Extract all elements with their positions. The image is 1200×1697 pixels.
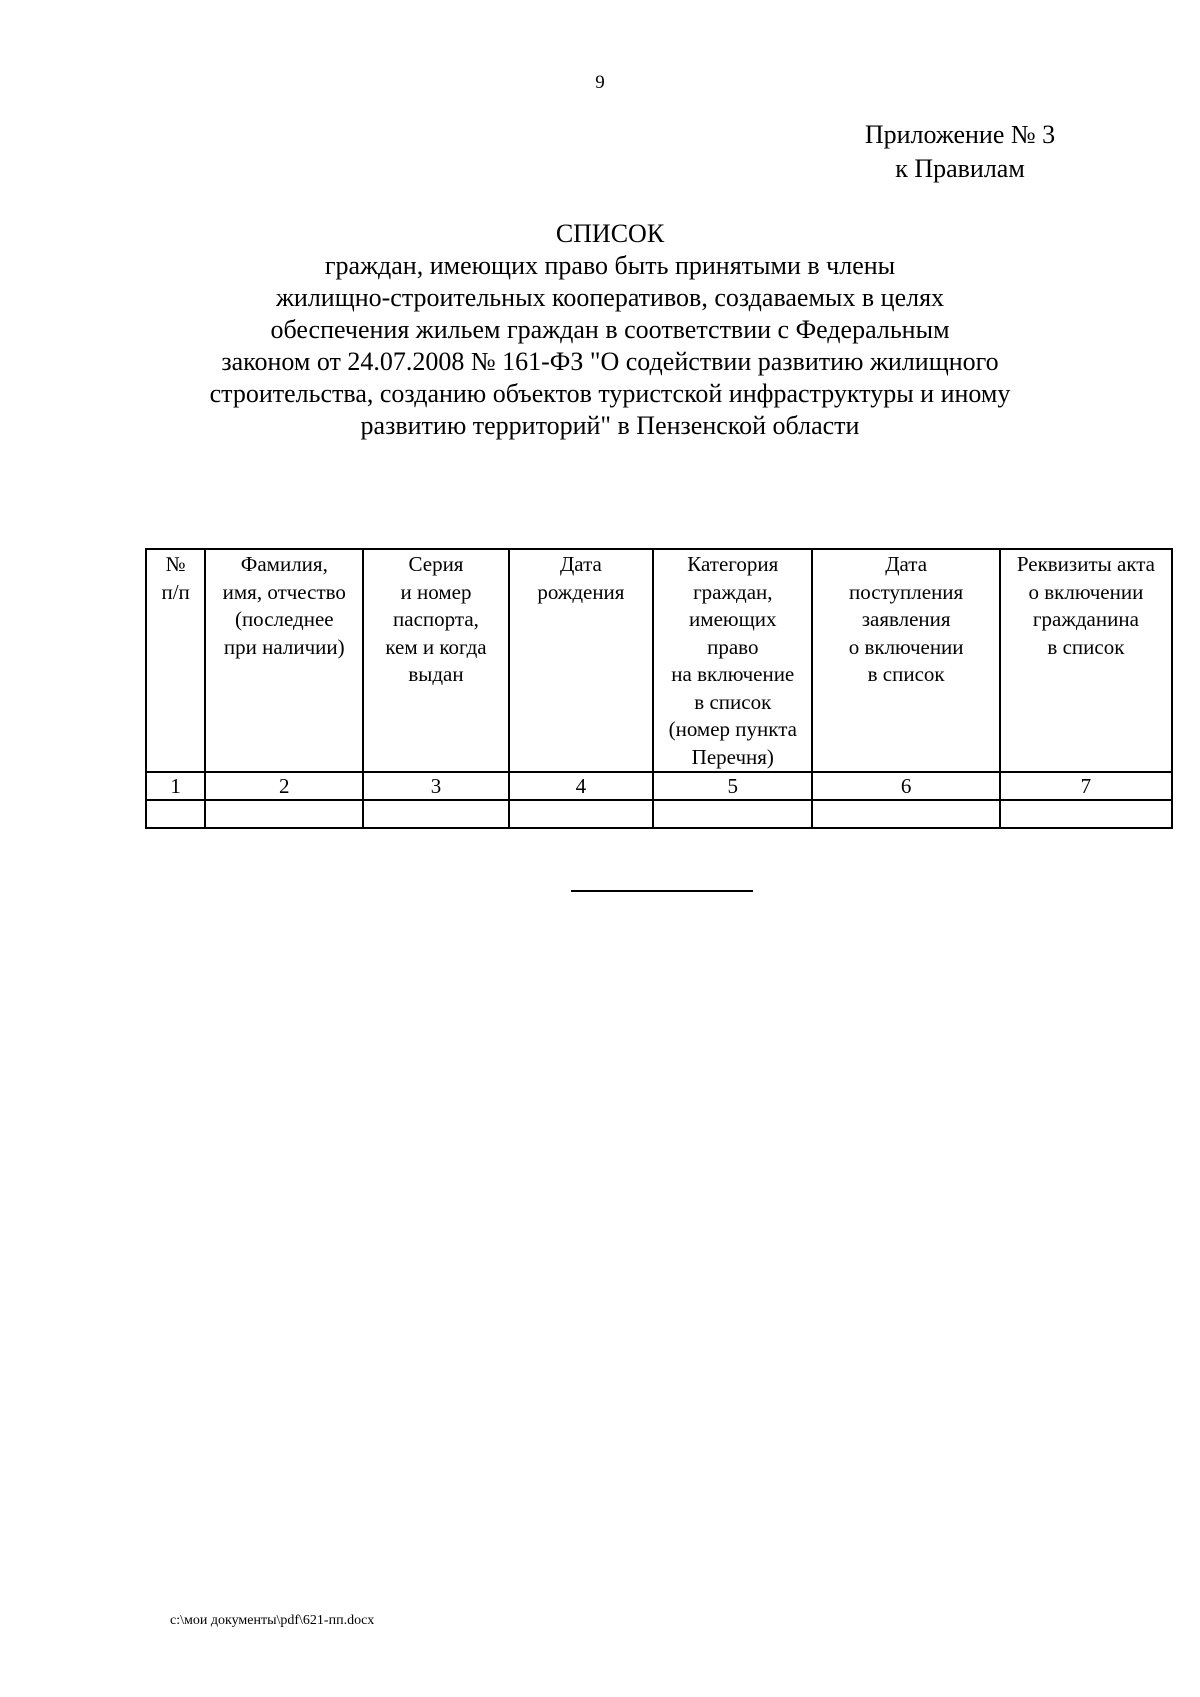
header-text: на включение xyxy=(671,662,795,686)
footer-file-path: c:\мои документы\pdf\621-пп.docx xyxy=(170,1613,375,1628)
header-text: в список xyxy=(1047,634,1125,659)
header-text: имеющих xyxy=(689,607,777,631)
appendix-line-2: к Правилам xyxy=(895,154,1025,183)
header-text: в список xyxy=(867,662,945,686)
title-heading: СПИСОК xyxy=(555,219,665,248)
title-line: законом от 24.07.2008 № 161-ФЗ "О содействии развитию жилищного xyxy=(221,347,999,376)
header-text: Фамилия, xyxy=(240,552,328,576)
column-number-cell: 5 xyxy=(653,772,812,800)
column-number-cell: 2 xyxy=(205,772,363,800)
header-text: гражданина xyxy=(1032,607,1139,631)
page-number: 9 xyxy=(595,72,605,93)
document-title xyxy=(150,218,1070,442)
column-number-cell: 4 xyxy=(509,772,653,800)
column-number-cell: 3 xyxy=(363,772,508,800)
header-text: Категория xyxy=(687,552,779,576)
header-cell-birth-date xyxy=(509,549,653,772)
table-cell xyxy=(205,800,363,828)
header-text: (номер пункта xyxy=(668,717,797,741)
header-cell-inclusion-act xyxy=(1000,549,1172,772)
header-cell-number xyxy=(146,549,205,772)
title-line: обеспечения жильем граждан в соответствии с Федеральным xyxy=(270,315,950,344)
header-text: п/п xyxy=(161,579,190,604)
header-text: заявления xyxy=(861,607,951,631)
table-cell xyxy=(363,800,508,828)
title-line: развитию территорий" в Пензенской области xyxy=(360,411,860,440)
column-number-cell: 7 xyxy=(1000,772,1172,800)
column-number-cell: 6 xyxy=(812,772,999,800)
header-text: в список xyxy=(694,689,772,714)
header-text: Перечня) xyxy=(691,744,774,769)
header-text: паспорта, xyxy=(393,607,479,631)
header-text: имя, отчество xyxy=(222,579,346,604)
table-cell xyxy=(146,800,205,828)
header-cell-application-date xyxy=(812,549,999,772)
table-cell xyxy=(1000,800,1172,828)
header-text: № xyxy=(165,552,186,576)
header-text: граждан, xyxy=(693,579,773,604)
appendix-line-1: Приложение № 3 xyxy=(864,120,1056,149)
header-text: и номер xyxy=(400,579,472,604)
title-line: граждан, имеющих право быть принятыми в члены xyxy=(324,251,896,280)
header-text: право xyxy=(707,634,759,659)
column-number-row xyxy=(146,772,1172,800)
header-cell-passport xyxy=(363,549,508,772)
header-text: Дата xyxy=(885,552,928,576)
header-text: при наличии) xyxy=(223,634,345,659)
header-text: поступления xyxy=(849,579,964,604)
appendix-reference xyxy=(830,118,1090,186)
title-line: строительства, созданию объектов туристской инфраструктуры и иному xyxy=(209,379,1011,408)
title-line: жилищно-строительных кооперативов, создаваемых в целях xyxy=(275,283,945,312)
header-text: Реквизиты акта xyxy=(1016,552,1155,576)
header-text: рождения xyxy=(537,579,625,604)
column-number-cell: 1 xyxy=(146,772,205,800)
table-row xyxy=(146,800,1172,828)
header-text: (последнее xyxy=(234,607,334,631)
header-cell-category xyxy=(653,549,812,772)
header-text: выдан xyxy=(408,662,464,686)
header-text: Дата xyxy=(559,552,602,576)
header-text: о включении xyxy=(848,634,964,659)
header-text: Серия xyxy=(408,552,464,576)
table-cell xyxy=(812,800,999,828)
header-text: кем и когда xyxy=(385,634,487,659)
citizens-list-table xyxy=(145,548,1173,829)
table-cell xyxy=(653,800,812,828)
header-cell-full-name xyxy=(205,549,363,772)
table-header-row xyxy=(146,549,1172,772)
end-of-document-rule xyxy=(571,890,753,892)
table-cell xyxy=(509,800,653,828)
header-text: о включении xyxy=(1028,579,1144,604)
